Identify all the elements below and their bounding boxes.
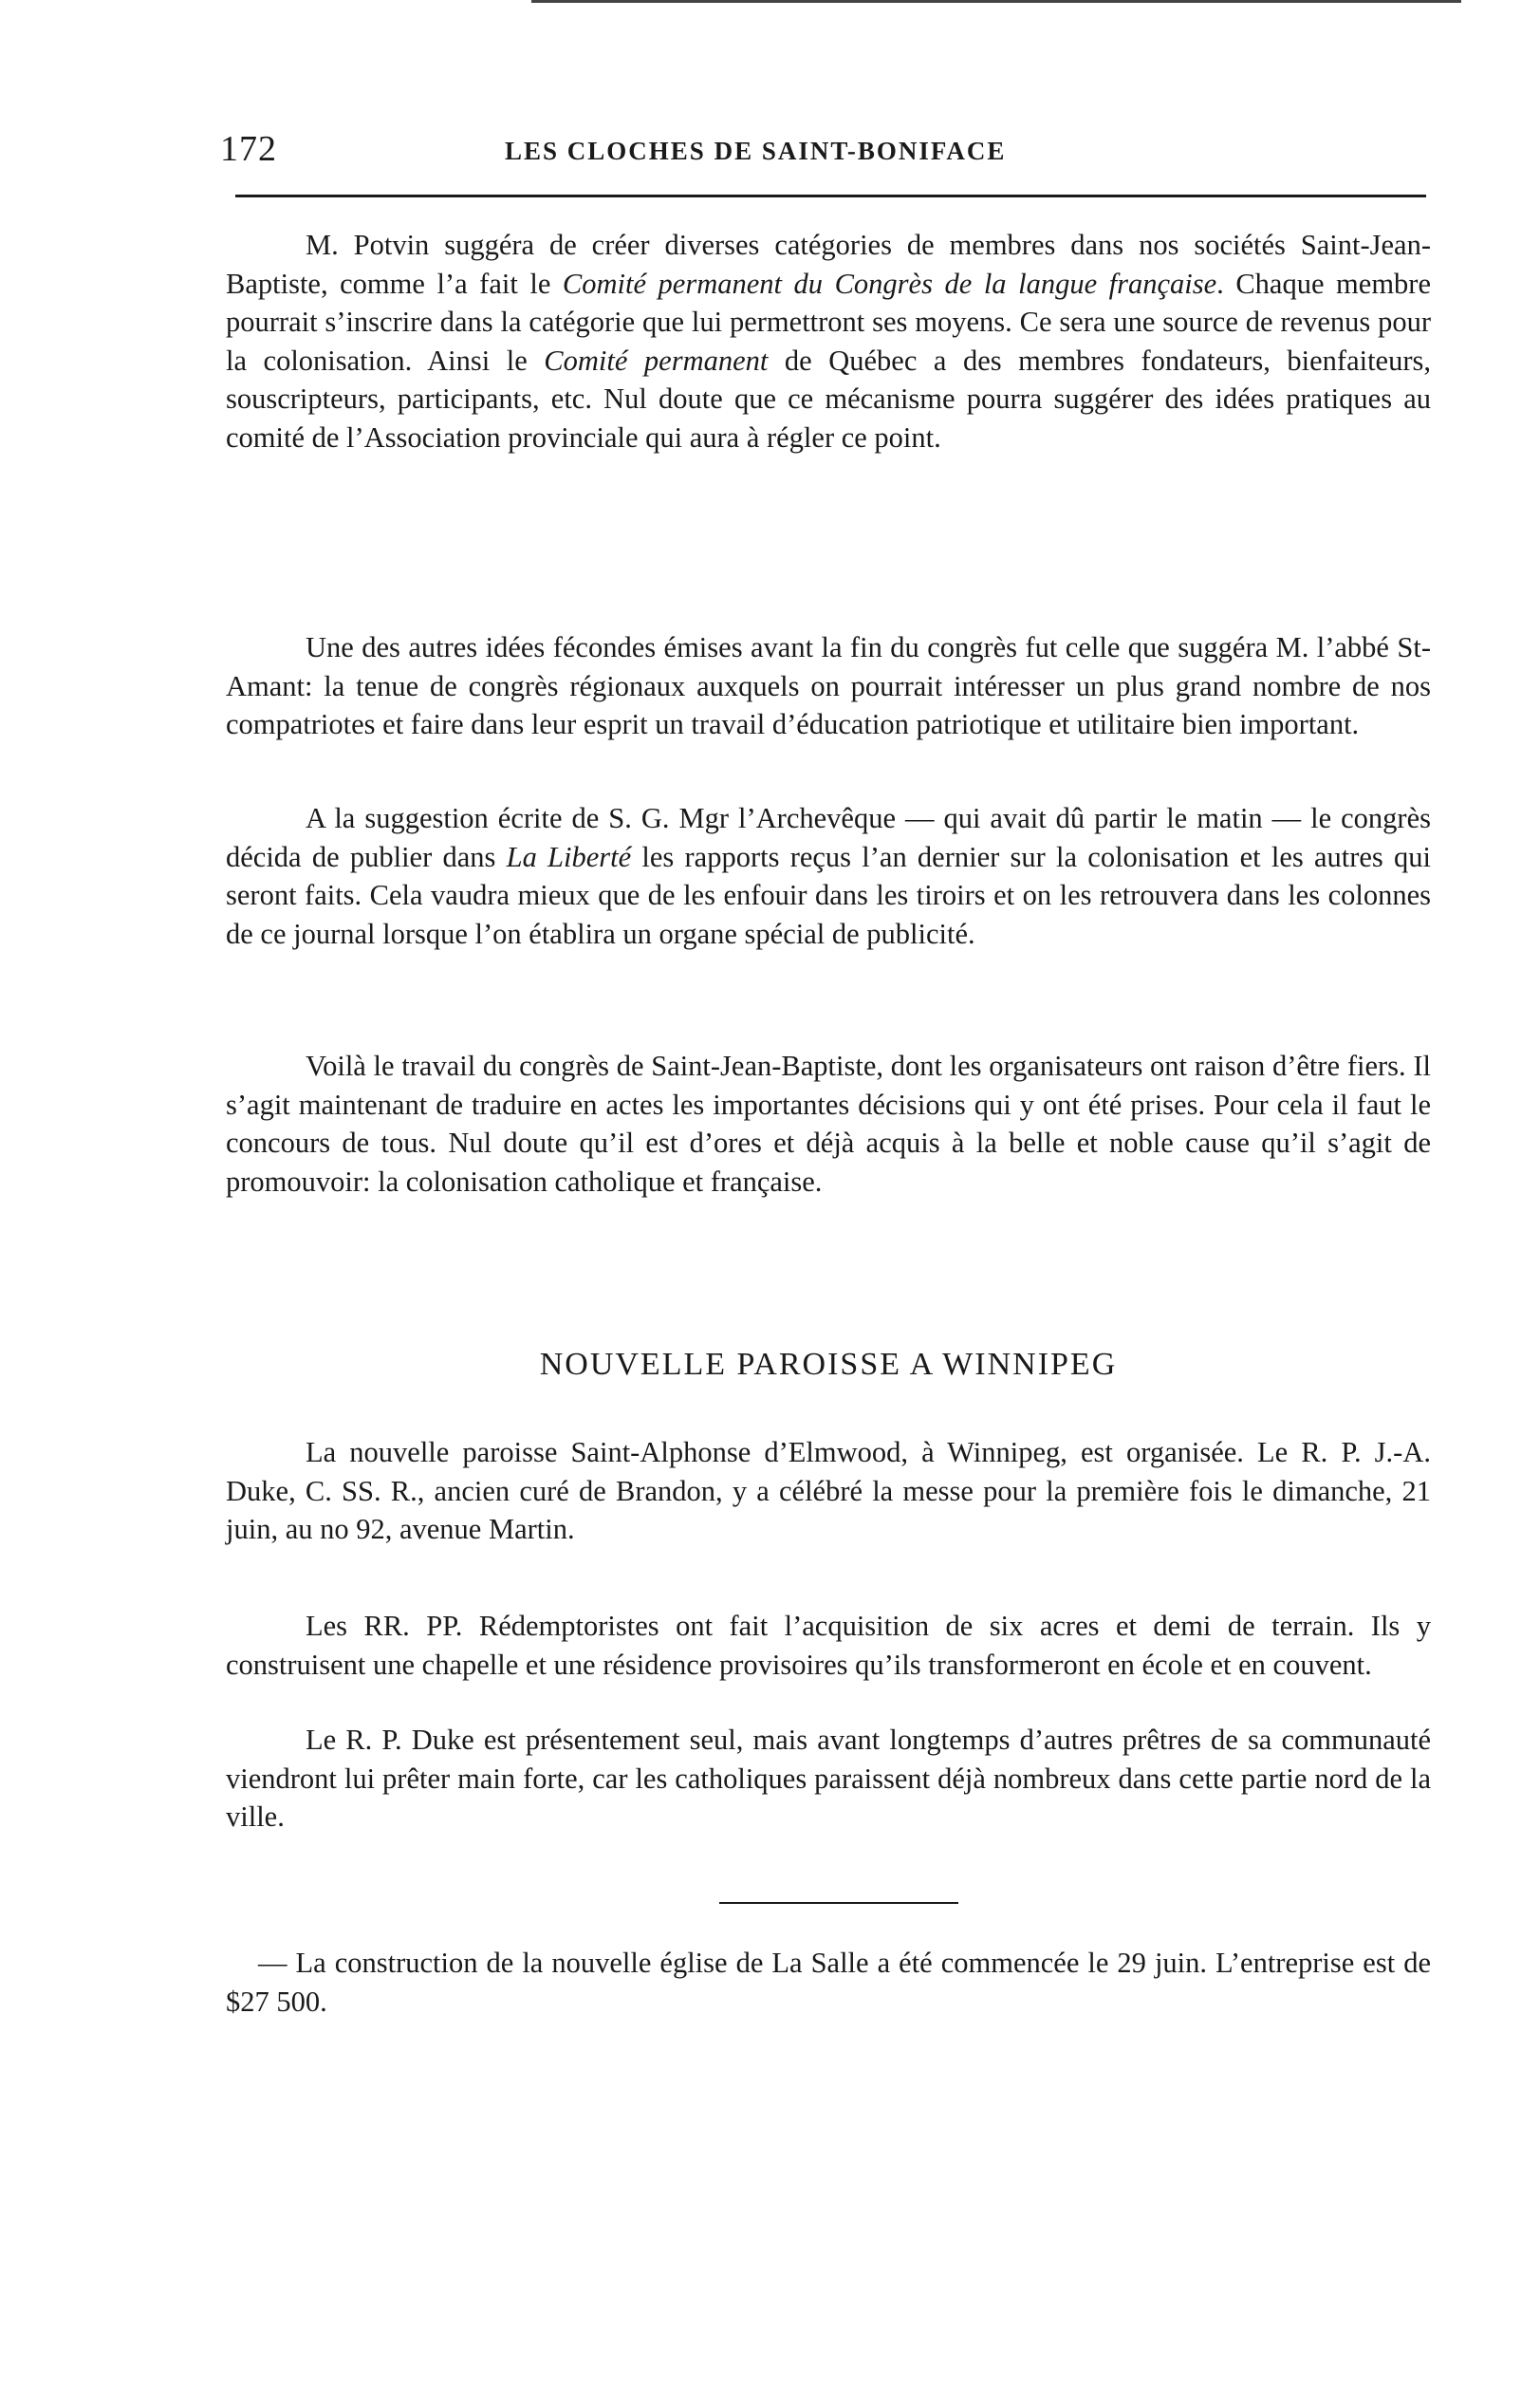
- section-paragraph-2: [226, 1607, 1431, 1684]
- page-top-edge: [531, 0, 1461, 3]
- paragraph-3-text-b: les rapports reçus l’an dernier sur la colonisation et les autres qui seront faits. Cela vaudra mieux que de les enfouir dans les tiroirs et on les retrouvera dans les colonnes de ce journal lorsque l’on établira un organe spécial de publicité.: [226, 840, 1431, 950]
- paragraph-2: [226, 628, 1431, 744]
- separator-rule: [719, 1902, 958, 1904]
- section-paragraph-3: [226, 1721, 1431, 1837]
- paragraph-3: [226, 799, 1431, 953]
- paragraph-3-text-a: A la suggestion écrite de S. G. Mgr l’Archevêque — qui avait dû partir le matin — le congrès décida de publier dans: [226, 802, 1431, 873]
- section-paragraph-1-text: La nouvelle paroisse Saint-Alphonse d’Elmwood, à Winnipeg, est organisée. Le R. P. J.-A. Duke, C. SS. R., ancien curé de Brandon, y a célébré la messe pour la première fois le dimanche, 21 juin, au no 92, avenue Martin.: [226, 1436, 1431, 1545]
- paragraph-1-italic-a: Comité permanent du Congrès de la langue française: [562, 267, 1217, 300]
- paragraph-1-text-a: M. Potvin suggéra de créer diverses catégories de membres dans nos sociétés Saint-Jean-Baptiste, comme l’a fait le: [226, 229, 1431, 300]
- paragraph-4: [226, 1047, 1431, 1201]
- footnote-text: — La construction de la nouvelle église de La Salle a été commencée le 29 juin. L’entreprise est de $27 500.: [226, 1947, 1431, 2018]
- section-paragraph-3-text: Le R. P. Duke est présentement seul, mais avant longtemps d’autres prêtres de sa communauté viendront lui prêter main forte, car les catholiques paraissent déjà nombreux dans cette partie nord de la ville.: [226, 1724, 1431, 1833]
- paragraph-1-text-c: de Québec a des membres fondateurs, bienfaiteurs, souscripteurs, participants, etc. Nul doute que ce mécanisme pourra suggérer des idées pratiques au comité de l’Association provinciale qui aura à régler ce point.: [226, 344, 1431, 454]
- page-header: [220, 125, 1444, 173]
- paragraph-1-italic-b: Comité permanent: [544, 344, 769, 377]
- page-number: 172: [220, 129, 277, 169]
- paragraph-3-italic: La Liberté: [506, 840, 632, 873]
- footnote: [226, 1944, 1431, 2021]
- section-paragraph-1: [226, 1433, 1431, 1549]
- paragraph-2-text: Une des autres idées fécondes émises avant la fin du congrès fut celle que suggéra M. l’abbé St-Amant: la tenue de congrès régionaux auxquels on pourrait intéresser un plus grand nombre de nos compatriotes et faire dans leur esprit un travail d’éducation patriotique et utilitaire bien important.: [226, 631, 1431, 740]
- section-paragraph-2-text: Les RR. PP. Rédemptoristes ont fait l’acquisition de six acres et demi de terrain. Ils y construisent une chapelle et une résidence provisoires qu’ils transformeront en école et en couvent.: [226, 1610, 1431, 1681]
- paragraph-4-text: Voilà le travail du congrès de Saint-Jean-Baptiste, dont les organisateurs ont raison d’être fiers. Il s’agit maintenant de traduire en actes les importantes décisions qui y ont été prises. Pour cela il faut le concours de tous. Nul doute qu’il est d’ores et déjà acquis à la belle et noble cause qu’il s’agit de promouvoir: la colonisation catholique et française.: [226, 1050, 1431, 1198]
- section-heading: NOUVELLE PAROISSE A WINNIPEG: [539, 1347, 1118, 1382]
- running-title: LES CLOCHES DE SAINT-BONIFACE: [505, 137, 1007, 165]
- paragraph-1: [226, 226, 1431, 457]
- header-rule: [235, 195, 1426, 197]
- paragraph-1-text-b: . Chaque membre pourrait s’inscrire dans la catégorie que lui permettront ses moyens. Ce sera une source de revenus pour la colonisation. Ainsi le: [226, 267, 1431, 377]
